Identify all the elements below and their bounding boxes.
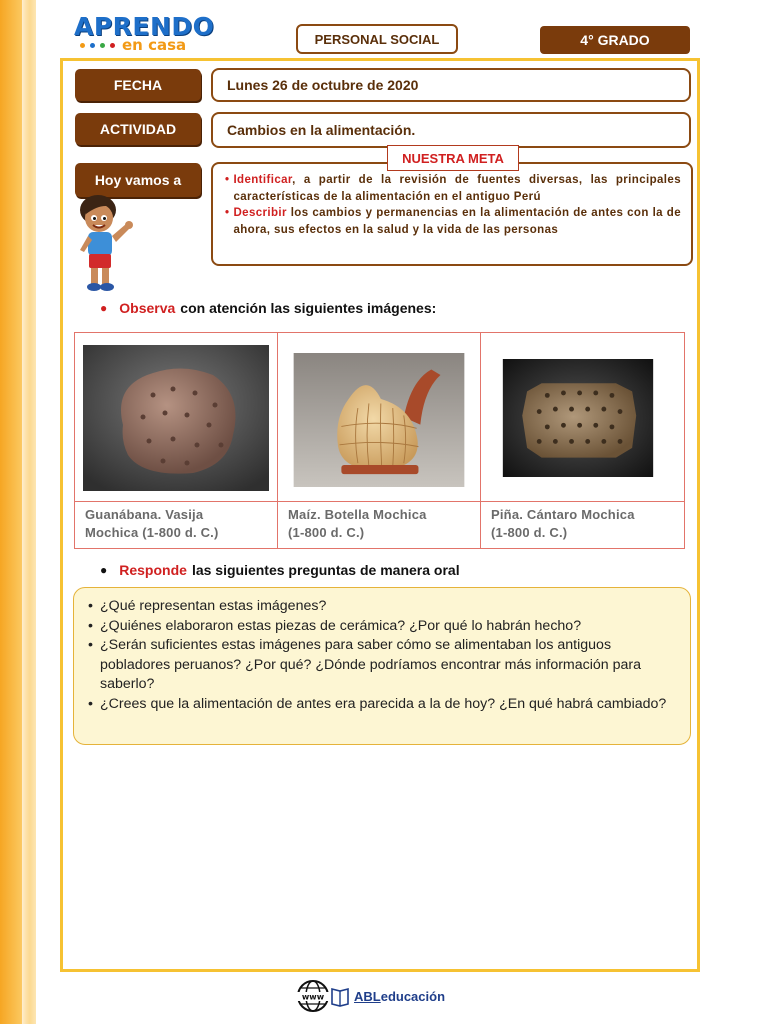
meta-item — [225, 172, 681, 205]
caption-line: Maíz. Botella Mochica — [288, 507, 427, 522]
logo-dot — [110, 43, 115, 48]
images-table — [74, 332, 685, 549]
footer-brand-text — [354, 989, 445, 1004]
meta-item-text — [233, 172, 681, 205]
image-caption — [278, 501, 480, 549]
bullet-icon: ● — [100, 301, 108, 315]
meta-keyword: Identificar — [233, 174, 293, 186]
questions-box — [73, 587, 691, 745]
logo-main-text: APRENDO — [74, 12, 215, 41]
observa-text: con atención las siguientes imágenes: — [180, 300, 437, 316]
image-cell — [75, 333, 278, 548]
left-decorative-band — [0, 0, 36, 1024]
bullet-icon: • — [88, 695, 93, 712]
responde-text: las siguientes preguntas de manera oral — [191, 562, 460, 578]
image-caption — [481, 501, 684, 549]
footer-educacion: educación — [380, 988, 446, 1004]
question-item — [88, 597, 676, 617]
meta-body: , a partir de la revisión de fuentes diversas, las principales características de la alimentación en el antiguo Perú — [233, 174, 681, 203]
caption-line: Guanábana. Vasija — [85, 507, 204, 522]
footer-brand — [296, 978, 456, 1014]
hoy-vamos-label: Hoy vamos a — [75, 163, 201, 197]
logo-dots — [80, 43, 115, 48]
student-character-icon — [72, 188, 144, 296]
caption-line: (1-800 d. C.) — [288, 525, 365, 540]
bullet-icon: ● — [100, 563, 108, 577]
question-item — [88, 636, 676, 695]
question-text: ¿Crees que la alimentación de antes era parecida a la de hoy? ¿En qué habrá cambiado? — [100, 695, 667, 712]
bullet-icon: • — [88, 598, 93, 614]
bullet-icon: • — [225, 207, 230, 219]
observa-keyword: Observa — [119, 300, 176, 316]
caption-line: (1-800 d. C.) — [491, 525, 568, 540]
question-text: ¿Qué representan estas imágenes? — [100, 598, 327, 614]
fecha-value: Lunes 26 de octubre de 2020 — [211, 68, 691, 102]
question-item — [88, 695, 676, 715]
question-text: ¿Quiénes elaboraron estas piezas de cerámica? ¿Por qué lo habrán hecho? — [100, 617, 582, 634]
logo-dot — [80, 43, 85, 48]
observa-instruction — [100, 300, 436, 316]
book-icon — [330, 985, 350, 1007]
pina-pitcher-photo — [495, 359, 661, 477]
caption-line: Mochica (1-800 d. C.) — [85, 525, 219, 540]
image-cell — [278, 333, 481, 548]
actividad-label: ACTIVIDAD — [75, 113, 201, 145]
bullet-icon: • — [225, 174, 230, 186]
logo-dot — [90, 43, 95, 48]
question-item — [88, 617, 676, 637]
bullet-icon: • — [88, 617, 93, 634]
meta-item — [225, 205, 681, 238]
meta-box — [211, 162, 693, 266]
globe-icon — [296, 979, 330, 1013]
responde-instruction — [100, 562, 460, 578]
footer-www: www — [301, 992, 325, 1002]
logo-sub-text: en casa — [122, 36, 187, 54]
maiz-bottle-photo — [290, 353, 468, 487]
caption-line: Piña. Cántaro Mochica — [491, 507, 635, 522]
meta-item-text — [233, 205, 681, 238]
meta-keyword: Describir — [233, 207, 287, 219]
image-caption — [75, 501, 277, 549]
aprendo-en-casa-logo — [74, 14, 214, 56]
grade-badge: 4° GRADO — [540, 26, 690, 54]
bullet-icon: • — [88, 637, 93, 653]
actividad-value: Cambios en la alimentación. — [211, 112, 691, 148]
image-cell — [481, 333, 684, 548]
responde-keyword: Responde — [119, 562, 187, 578]
guanabana-vessel-photo — [83, 345, 269, 491]
subject-badge: PERSONAL SOCIAL — [296, 24, 458, 54]
footer-abl: ABL — [354, 988, 381, 1004]
nuestra-meta-title: NUESTRA META — [387, 145, 519, 171]
logo-dot — [100, 43, 105, 48]
meta-body: los cambios y permanencias en la alimentación de antes con la de ahora, sus efectos en la salud y la vida de las personas — [233, 207, 681, 236]
fecha-label: FECHA — [75, 69, 201, 101]
question-text: ¿Serán suficientes estas imágenes para saber cómo se alimentaban los antiguos pobladores peruanos? ¿Por qué? ¿Dónde podríamos encontrar más información para saberlo? — [100, 637, 642, 692]
